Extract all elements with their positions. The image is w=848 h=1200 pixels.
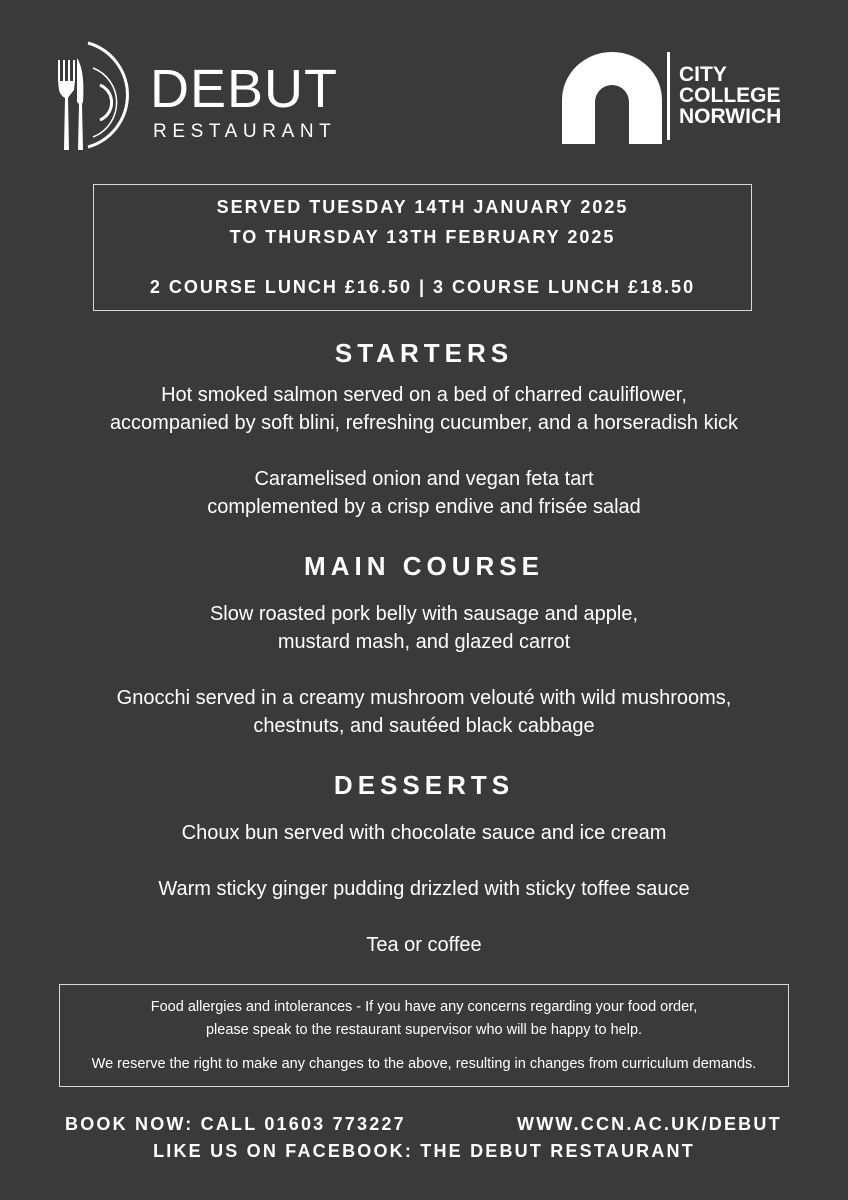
changes-notice: We reserve the right to make any changes to the above, resulting in changes from curriculum demands. [91,1056,757,1072]
main-dish-1 [0,600,848,656]
starter-dish-2-line-2: complemented by a crisp endive and frisée salad [207,496,641,518]
starter-dish-2 [0,465,848,521]
main-dish-2 [0,684,848,740]
restaurant-name: DEBUT [150,59,339,119]
website-link[interactable]: WWW.CCN.AC.UK/DEBUT [517,1114,782,1134]
college-name-line-3: NORWICH [679,105,782,128]
starters-title: STARTERS [334,338,514,368]
logo-divider [667,52,670,140]
main-dish-1-line-2: mustard mash, and glazed carrot [277,631,571,653]
date-range-end: TO THURSDAY 13TH FEBRUARY 2025 [229,227,616,247]
dessert-dish-3: Tea or coffee [366,934,482,956]
starter-dish-1 [0,381,848,437]
main-course-title: MAIN COURSE [304,551,544,581]
college-name-line-2: COLLEGE [679,84,781,107]
college-name [679,64,781,127]
main-dish-2-line-1: Gnocchi served in a creamy mushroom velouté with wild mushrooms, [116,687,732,709]
dessert-dish-2: Warm sticky ginger pudding drizzled with sticky toffee sauce [158,878,690,900]
lunch-prices: 2 COURSE LUNCH £16.50 | 3 COURSE LUNCH £18.50 [149,277,696,297]
date-range-start: SERVED TUESDAY 14TH JANUARY 2025 [216,197,629,217]
knife-icon [77,58,83,150]
arch-icon [562,52,662,144]
dates-box [93,184,752,311]
allergy-notice-line-1: Food allergies and intolerances - If you have any concerns regarding your food order, [150,999,698,1015]
main-dish-1-line-1: Slow roasted pork belly with sausage and apple, [209,603,639,625]
starter-dish-2-line-1: Caramelised onion and vegan feta tart [254,468,594,490]
fork-icon [58,60,75,150]
allergy-notice-line-2: please speak to the restaurant supervisor who will be happy to help. [205,1022,643,1038]
college-name-line-1: CITY [679,63,727,86]
allergy-notice-box [59,984,789,1087]
restaurant-subtitle: RESTAURANT [153,121,337,142]
desserts-title: DESSERTS [333,770,515,800]
booking-phone: BOOK NOW: CALL 01603 773227 [65,1114,406,1134]
starter-dish-1-line-1: Hot smoked salmon served on a bed of charred cauliflower, [161,384,687,406]
facebook-line: LIKE US ON FACEBOOK: THE DEBUT RESTAURANT [153,1141,695,1161]
dessert-dish-1: Choux bun served with chocolate sauce and ice cream [181,822,667,844]
plate-icon [88,43,127,147]
starter-dish-1-line-2: accompanied by soft blini, refreshing cucumber, and a horseradish kick [109,412,739,434]
main-dish-2-line-2: chestnuts, and sautéed black cabbage [253,715,595,737]
